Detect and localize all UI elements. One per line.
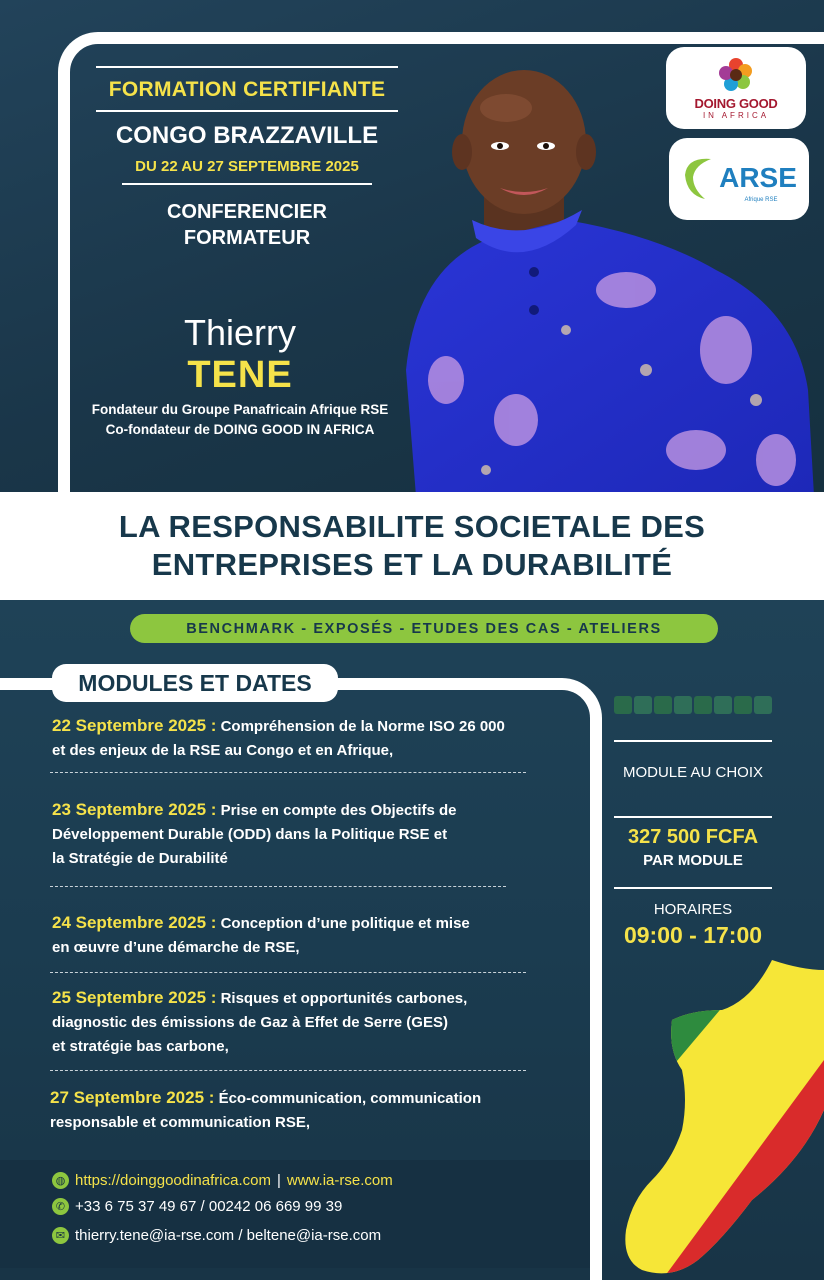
role-line: CONFERENCIER: [166, 201, 327, 223]
role-line: FORMATEUR: [183, 227, 311, 249]
speaker-first-name: Thierry: [183, 312, 296, 353]
africa-map-icon: [681, 155, 715, 201]
module-divider: [50, 1070, 526, 1071]
module-text: diagnostic des émissions de Gaz à Effet de Serre (GES): [52, 1014, 448, 1031]
website-link[interactable]: www.ia-rse.com: [286, 1172, 393, 1189]
module-date: 24 Septembre 2025 :: [52, 913, 217, 932]
module-text: en œuvre d’une démarche de RSE,: [52, 939, 300, 956]
module-date: 22 Septembre 2025 :: [52, 716, 217, 735]
module-date: 23 Septembre 2025 :: [52, 800, 217, 819]
module-choice: MODULE AU CHOIX: [622, 764, 764, 781]
title-band: [0, 492, 824, 600]
activities-pill: BENCHMARK - EXPOSÉS - ETUDES DES CAS - ATELIERS: [130, 614, 718, 643]
module-item: [52, 986, 592, 1059]
whatsapp-icon: ✆: [52, 1198, 69, 1215]
module-item: [50, 1086, 590, 1135]
doing-good-name: DOING GOOD: [694, 96, 778, 111]
city-title: CONGO BRAZZAVILLE: [115, 122, 379, 149]
module-text: Éco-communication, communication: [214, 1090, 482, 1107]
arse-name: ARSE: [719, 162, 797, 193]
main-title-line: LA RESPONSABILITE SOCIETALE DES: [118, 509, 706, 544]
module-text: et stratégie bas carbone,: [52, 1038, 229, 1055]
speaker-last-name: TENE: [187, 354, 293, 396]
event-dates: DU 22 AU 27 SEPTEMBRE 2025: [135, 158, 359, 175]
sdg-icon: [694, 696, 712, 714]
phone-numbers[interactable]: +33 6 75 37 49 67 / 00242 06 669 99 39: [75, 1198, 343, 1215]
sdg-icon: [654, 696, 672, 714]
website-row: [52, 1172, 393, 1189]
module-text: responsable et communication RSE,: [50, 1114, 311, 1131]
hours: 09:00 - 17:00: [623, 922, 763, 948]
doing-good-sub: IN AFRICA: [702, 111, 770, 120]
module-item: [52, 714, 592, 763]
speaker-desc-line: Co-fondateur de DOING GOOD IN AFRICA: [105, 422, 375, 437]
sdg-icon: [754, 696, 772, 714]
sdg-icon: [634, 696, 652, 714]
module-text: et des enjeux de la RSE au Congo et en Afrique,: [52, 742, 394, 759]
module-text: Risques et opportunités carbones,: [216, 990, 468, 1007]
sdg-icon: [674, 696, 692, 714]
module-text: la Stratégie de Durabilité: [52, 850, 228, 867]
phone-row: [52, 1198, 342, 1215]
sdg-icon: [614, 696, 632, 714]
header-block: [92, 66, 402, 251]
header-rule: [96, 110, 398, 112]
module-divider: [50, 772, 526, 773]
website-link[interactable]: https://doinggoodinafrica.com: [75, 1172, 271, 1189]
main-title-line: ENTREPRISES ET LA DURABILITÉ: [151, 547, 673, 582]
email-row: [52, 1227, 381, 1244]
module-text: Conception d’une politique et mise: [216, 915, 470, 932]
module-date: 27 Septembre 2025 :: [50, 1088, 215, 1107]
right-rule: [614, 887, 772, 889]
speaker-description: [72, 400, 408, 440]
globe-icon: ◍: [52, 1172, 69, 1189]
arse-logo: [669, 138, 809, 220]
formation-title: FORMATION CERTIFIANTE: [108, 78, 386, 101]
hours-label: HORAIRES: [653, 901, 733, 918]
module-divider: [50, 972, 526, 973]
right-rule: [614, 740, 772, 742]
congo-flag-map: [602, 960, 824, 1280]
module-date: 25 Septembre 2025 :: [52, 988, 217, 1007]
speaker-desc-line: Fondateur du Groupe Panafricain Afrique RSE: [91, 402, 389, 417]
sdg-icons-row: [614, 694, 778, 716]
module-item: [52, 911, 592, 960]
sdg-icon: [714, 696, 732, 714]
sdg-icon: [734, 696, 752, 714]
doing-good-logo: [666, 47, 806, 129]
speaker-role: [92, 199, 402, 251]
modules-label: MODULES ET DATES: [52, 664, 338, 702]
arse-sub: Afrique RSE: [744, 197, 778, 203]
email-addresses[interactable]: thierry.tene@ia-rse.com / beltene@ia-rse.com: [75, 1227, 382, 1244]
mail-icon: ✉: [52, 1227, 69, 1244]
price: 327 500 FCFA: [627, 826, 759, 848]
price-unit: PAR MODULE: [643, 852, 743, 869]
module-item: [52, 798, 592, 871]
flower-icon: [717, 56, 755, 94]
module-divider: [50, 886, 506, 887]
module-text: Compréhension de la Norme ISO 26 000: [216, 718, 505, 735]
arse-row: [681, 155, 797, 201]
right-rule: [614, 816, 772, 818]
header-rule: [96, 66, 398, 68]
module-text: Prise en compte des Objectifs de: [216, 802, 457, 819]
header-rule: [122, 183, 372, 185]
separator: |: [276, 1172, 281, 1189]
module-text: Développement Durable (ODD) dans la Politique RSE et: [52, 826, 448, 843]
